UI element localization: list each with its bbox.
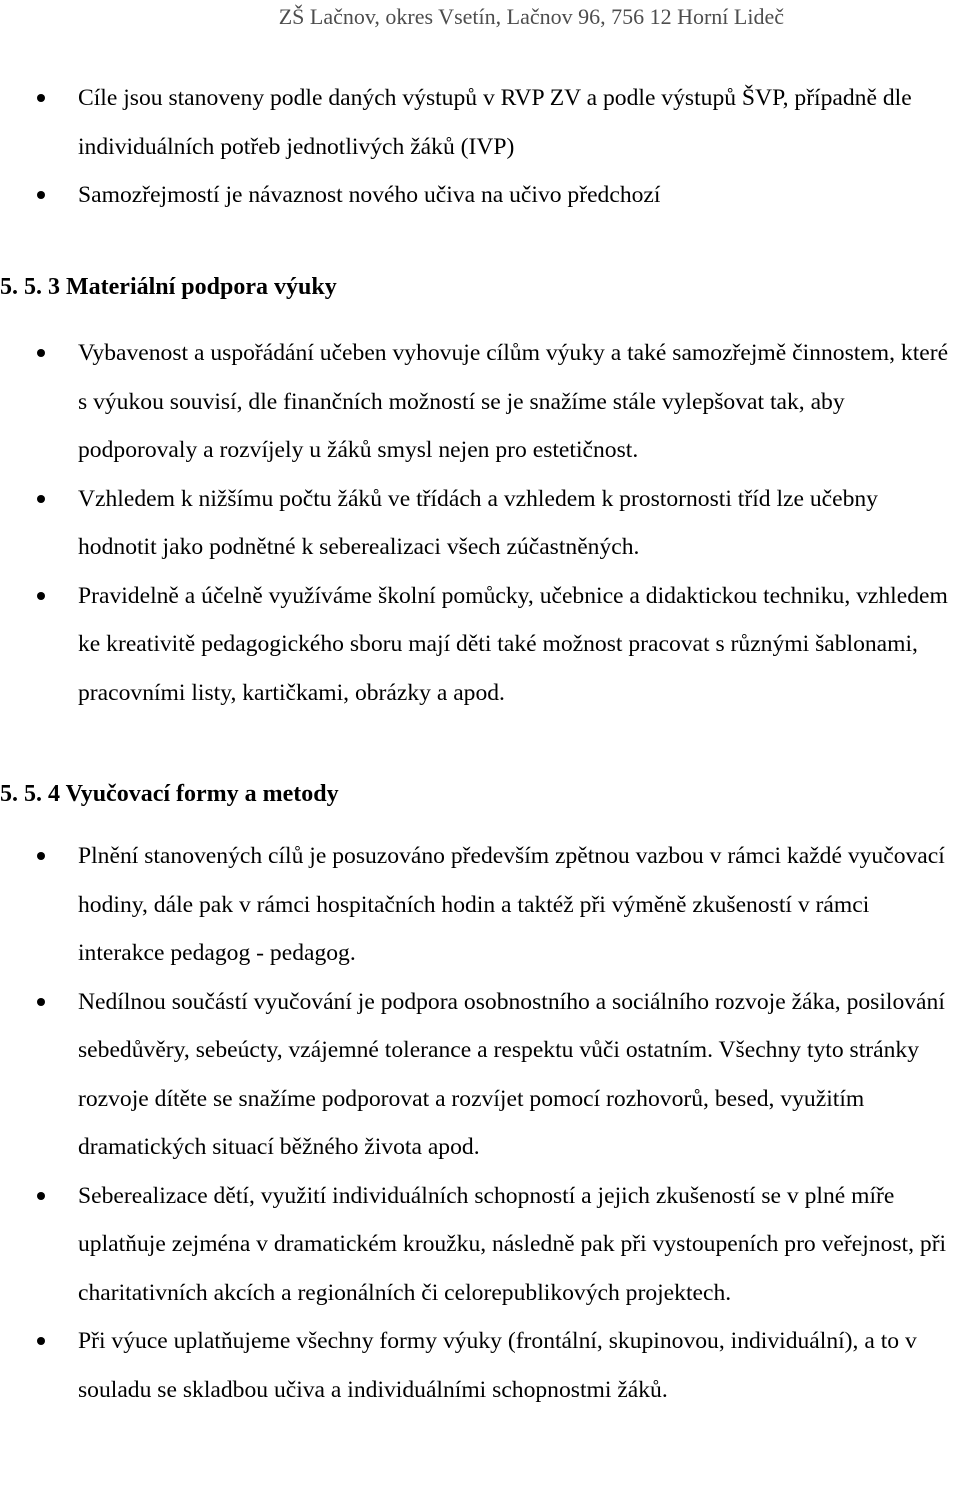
bullet-icon bbox=[37, 349, 45, 357]
list-item bbox=[0, 1172, 960, 1318]
bullet-icon bbox=[37, 852, 45, 860]
list-item-text: Plnění stanovených cílů je posuzováno především zpětnou vazbou v rámci každé vyučovací hodiny, dále pak v rámci hospitačních hodin a taktéž při výměně zkušeností v rámci interakce pedagog - pedagog. bbox=[78, 843, 945, 966]
teaching-forms-list bbox=[0, 832, 960, 1414]
bullet-icon bbox=[37, 1337, 45, 1345]
intro-list bbox=[0, 74, 960, 220]
list-item bbox=[0, 475, 960, 572]
bullet-icon bbox=[37, 998, 45, 1006]
list-item bbox=[0, 978, 960, 1172]
list-item bbox=[0, 1317, 960, 1414]
list-item bbox=[0, 572, 960, 718]
list-item-text: Při výuce uplatňujeme všechny formy výuky (frontální, skupinovou, individuální), a to v souladu se skladbou učiva a individuálními schopnostmi žáků. bbox=[78, 1328, 917, 1403]
material-support-list bbox=[0, 329, 960, 717]
teaching-forms-list-block bbox=[0, 832, 960, 1414]
bullet-icon bbox=[37, 1192, 45, 1200]
bullet-icon bbox=[37, 191, 45, 199]
list-item bbox=[0, 329, 960, 475]
page-header-address: ZŠ Lačnov, okres Vsetín, Lačnov 96, 756 12 Horní Lideč bbox=[278, 4, 784, 29]
list-item-text: Nedílnou součástí vyučování je podpora osobnostního a sociálního rozvoje žáka, posilování sebedůvěry, sebeúcty, vzájemné tolerance a respektu vůči ostatním. Všechny tyto stránky rozvoje dítěte se snažíme podporovat a rozvíjet pomocí rozhovorů, besed, využitím dramatických situací běžného života apod. bbox=[78, 988, 945, 1160]
list-item-text: Vybavenost a uspořádání učeben vyhovuje cílům výuky a také samozřejmě činnostem, které s výukou souvisí, dle finančních možností se je snažíme stále vylepšovat tak, aby podporovaly a rozvíjely u žáků smysl nejen pro estetičnost. bbox=[78, 340, 949, 463]
list-item-text: Cíle jsou stanoveny podle daných výstupů v RVP ZV a podle výstupů ŠVP, případně dle individuálních potřeb jednotlivých žáků (IVP) bbox=[78, 85, 912, 160]
bullet-icon bbox=[37, 495, 45, 503]
list-item bbox=[0, 832, 960, 978]
list-item-text: Seberealizace dětí, využití individuálních schopností a jejich zkušeností se v plné míře uplatňuje zejména v dramatickém kroužku, následně pak při vystoupeních pro veřejnost, při charitativních akcích a regionálních či celorepublikových projektech. bbox=[78, 1182, 947, 1306]
list-item bbox=[0, 171, 960, 220]
bullet-icon bbox=[37, 94, 45, 102]
list-item bbox=[0, 74, 960, 171]
bullet-icon bbox=[37, 592, 45, 600]
list-item-text: Vzhledem k nižšímu počtu žáků ve třídách a vzhledem k prostornosti tříd lze učebny hodnotit jako podnětné k seberealizaci všech zúčastněných. bbox=[78, 485, 878, 560]
material-support-list-block bbox=[0, 329, 960, 717]
list-item-text: Pravidelně a účelně využíváme školní pomůcky, učebnice a didaktickou techniku, vzhledem ke kreativitě pedagogického sboru mají děti také možnost pracovat s různými šablonami, pracovními listy, kartičkami, obrázky a apod. bbox=[78, 582, 948, 706]
list-item-text: Samozřejmostí je návaznost nového učiva na učivo předchozí bbox=[78, 182, 661, 208]
section-title-teaching-forms: 5. 5. 4 Vyučovací formy a metody bbox=[0, 781, 339, 807]
intro-list-block bbox=[0, 74, 960, 220]
section-title-material-support: 5. 5. 3 Materiální podpora výuky bbox=[0, 274, 337, 300]
